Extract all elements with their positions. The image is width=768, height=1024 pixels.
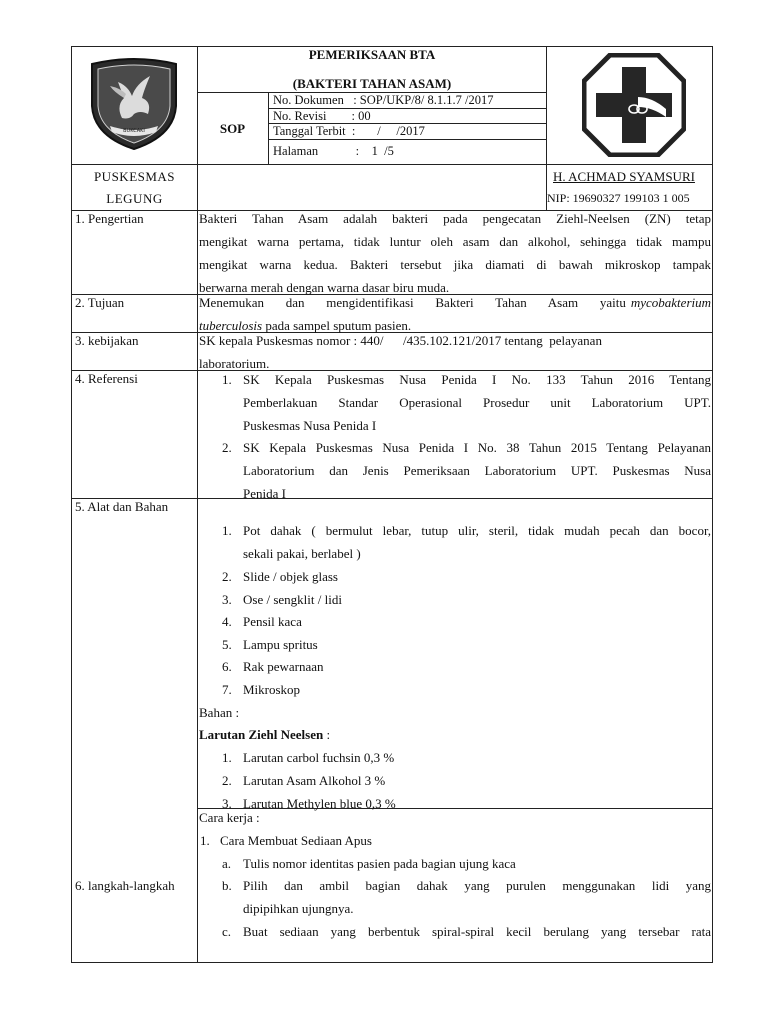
pengertian-line: mengikat warna pertama, tidak luntur oleh asam dan alkohol, sehingga tidak mampu bbox=[199, 234, 711, 249]
pengertian-line: mengikat warna kedua. Bakteri tersebut jika diamati di bawah mikroskop tampak bbox=[199, 257, 711, 272]
alat-num: 1. bbox=[222, 523, 232, 538]
no-revisi: No. Revisi : 00 bbox=[273, 109, 371, 123]
ref-num: 1. bbox=[222, 372, 232, 387]
step-title: Cara Membuat Sediaan Apus bbox=[220, 833, 372, 848]
alat-line: sekali pakai, berlabel ) bbox=[243, 546, 361, 561]
ref-line: SK Kepala Puskesmas Nusa Penida I No. 133 Tahun 2016 Tentang bbox=[243, 372, 711, 387]
divider-v3 bbox=[546, 46, 547, 210]
logo-banner-text: BUKCAKI bbox=[123, 128, 145, 134]
ref-line: Penida I bbox=[243, 486, 286, 501]
sub-step-line: Pilih dan ambil bagian dahak yang purulen menggunakan lidi yang bbox=[243, 878, 711, 893]
label-pengertian: 1. Pengertian bbox=[75, 211, 144, 226]
alat-line: Rak pewarnaan bbox=[243, 659, 324, 674]
puskesmas-logo bbox=[84, 56, 184, 152]
alat-num: 4. bbox=[222, 614, 232, 629]
sub-step-line: Tulis nomor identitas pasien pada bagian ujung kaca bbox=[243, 856, 516, 871]
divider-tgl bbox=[268, 139, 547, 140]
no-dokumen: No. Dokumen : SOP/UKP/8/ 8.1.1.7 /2017 bbox=[273, 93, 494, 107]
alat-num: 5. bbox=[222, 637, 232, 652]
sub-step-line: dipipihkan ujungnya. bbox=[243, 901, 354, 916]
signer-name: H. ACHMAD SYAMSURI bbox=[553, 169, 695, 184]
bahan-label: Bahan : bbox=[199, 705, 240, 720]
tujuan-italic-2: tuberculosis bbox=[199, 318, 263, 333]
divider-v1 bbox=[197, 46, 198, 963]
alat-line: Ose / sengklit / lidi bbox=[243, 592, 342, 607]
larutan-colon: : bbox=[323, 727, 331, 742]
bahan-item: Larutan Methylen blue 0,3 % bbox=[243, 796, 396, 811]
larutan-heading-text: Larutan Ziehl Neelsen bbox=[199, 727, 324, 742]
sop-label: SOP bbox=[219, 121, 246, 136]
sub-step-num: a. bbox=[222, 856, 232, 871]
ref-line: Laboratorium dan Jenis Pemeriksaan Laboratorium UPT. Puskesmas Nusa bbox=[243, 463, 711, 478]
divider-header bbox=[71, 164, 713, 165]
shield-logo-icon bbox=[84, 56, 184, 152]
ref-line: Pemberlakuan Standar Operasional Prosedur unit Laboratorium UPT. bbox=[243, 395, 711, 410]
bahan-item: Larutan Asam Alkohol 3 % bbox=[243, 773, 386, 788]
alat-num: 7. bbox=[222, 682, 232, 697]
signer-nip: NIP: 19690327 199103 1 005 bbox=[547, 191, 690, 205]
tanggal-terbit: Tanggal Terbit : / /2017 bbox=[273, 124, 425, 138]
halaman: Halaman : 1 /5 bbox=[273, 144, 394, 158]
label-referensi: 4. Referensi bbox=[75, 371, 138, 386]
step-num: 1. bbox=[200, 833, 210, 848]
ref-line: Puskesmas Nusa Penida I bbox=[243, 418, 377, 433]
health-cross-logo bbox=[582, 53, 686, 157]
border-right bbox=[712, 46, 713, 963]
bahan-num: 1. bbox=[222, 750, 232, 765]
border-bottom bbox=[71, 962, 713, 963]
title-line1: PEMERIKSAAN BTA bbox=[308, 47, 436, 62]
bahan-num: 3. bbox=[222, 796, 232, 811]
pengertian-line: berwarna merah dengan warna dasar biru muda. bbox=[199, 280, 450, 295]
kebijakan-line2: laboratorium. bbox=[199, 356, 270, 371]
alat-line: Lampu spritus bbox=[243, 637, 318, 652]
tujuan-text-2: pada sampel sputum pasien. bbox=[265, 318, 412, 333]
divider-row4 bbox=[71, 370, 713, 371]
alat-num: 6. bbox=[222, 659, 232, 674]
health-cross-icon bbox=[582, 53, 686, 157]
alat-num: 2. bbox=[222, 569, 232, 584]
sub-step-num: c. bbox=[222, 924, 232, 939]
cara-kerja-label: Cara kerja : bbox=[199, 810, 260, 825]
alat-line: Slide / objek glass bbox=[243, 569, 338, 584]
alat-line: Mikroskop bbox=[243, 682, 301, 697]
label-langkah: 6. langkah-langkah bbox=[75, 878, 175, 893]
tujuan-italic: mycobakterium bbox=[630, 295, 711, 310]
bahan-num: 2. bbox=[222, 773, 232, 788]
tujuan-line2 bbox=[199, 318, 411, 334]
label-tujuan: 2. Tujuan bbox=[75, 295, 125, 310]
alat-line: Pot dahak ( bermulut lebar, tutup ulir, steril, tidak mudah pecah dan bocor, bbox=[243, 523, 711, 538]
tujuan-line1 bbox=[199, 295, 711, 311]
tujuan-text: Menemukan dan mengidentifikasi Bakteri Tahan Asam yaitu bbox=[199, 295, 626, 310]
sub-step-line: Buat sediaan yang berbentuk spiral-spiral kecil berulang yang tersebar rata bbox=[243, 924, 711, 939]
bahan-item: Larutan carbol fuchsin 0,3 % bbox=[243, 750, 395, 765]
alat-num: 3. bbox=[222, 592, 232, 607]
kebijakan-line1: SK kepala Puskesmas nomor : 440/ /435.102.121/2017 tentang pelayanan bbox=[199, 333, 602, 348]
org-name-line2: LEGUNG bbox=[106, 191, 163, 206]
pengertian-line: Bakteri Tahan Asam adalah bakteri pada pengecatan Ziehl-Neelsen (ZN) tetap bbox=[199, 211, 711, 226]
label-alat: 5. Alat dan Bahan bbox=[75, 499, 169, 514]
larutan-heading bbox=[199, 727, 330, 743]
org-name-line1: PUSKESMAS bbox=[93, 169, 176, 184]
ref-num: 2. bbox=[222, 440, 232, 455]
sub-step-num: b. bbox=[222, 878, 232, 893]
ref-line: SK Kepala Puskesmas Nusa Penida I No. 38 Tahun 2015 Tentang Pelayanan bbox=[243, 440, 711, 455]
label-kebijakan: 3. kebijakan bbox=[75, 333, 139, 348]
divider-v2 bbox=[268, 92, 269, 164]
title-line2: (BAKTERI TAHAN ASAM) bbox=[292, 76, 452, 91]
alat-line: Pensil kaca bbox=[243, 614, 302, 629]
